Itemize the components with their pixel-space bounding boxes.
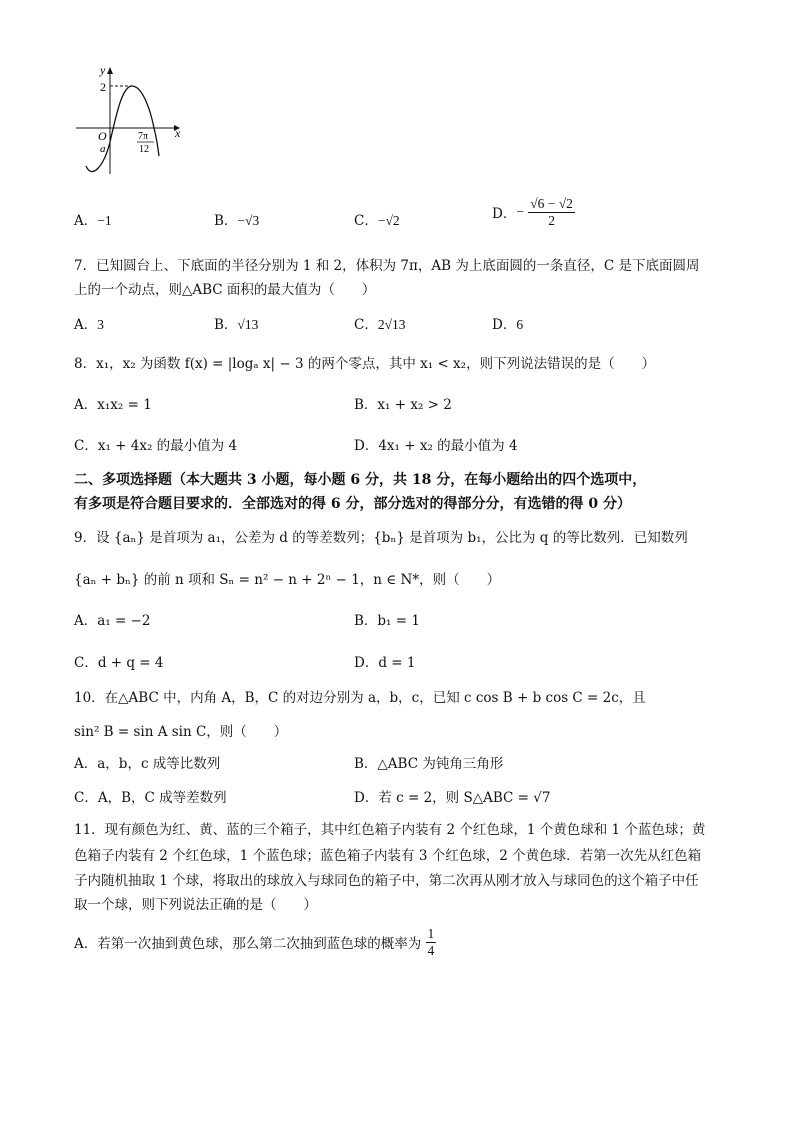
option-text: A．若第一次抽到黄色球，那么第二次抽到蓝色球的概率为 <box>74 936 422 953</box>
q11-line-3: 子内随机抽取 1 个球，将取出的球放入与球同色的箱子中，第二次再从刚才放入与球同色的这个箱子中任 <box>74 873 699 889</box>
q8-option-b[interactable]: B．x₁ + x₂ > 2 <box>354 397 452 413</box>
q6-option-d[interactable]: D．− $\frac{√6 - √2}{2}$ <box>492 196 573 228</box>
q8-option-a[interactable]: A．x₁x₂ = 1 <box>74 397 152 413</box>
option-value: √13 <box>237 317 259 332</box>
q9-option-d[interactable]: D．d = 1 <box>354 655 416 671</box>
q11-option-a[interactable] <box>74 926 436 958</box>
x-axis-label: x <box>175 126 181 140</box>
origin-label: O <box>98 129 107 143</box>
x-tick-numerator: 7π <box>138 131 149 142</box>
q11-line-4: 取一个球，则下列说法正确的是（ ） <box>74 897 317 913</box>
q7-option-b[interactable] <box>214 313 258 333</box>
q11-line-2: 色箱子内装有 2 个红色球，1 个蓝色球；蓝色箱子内装有 3 个红色球，2 个黄色球．若第一次先从红色箱 <box>74 848 702 864</box>
option-value: −1 <box>97 213 112 228</box>
q7-option-d[interactable] <box>492 313 523 333</box>
option-value: 2√13 <box>377 317 406 332</box>
option-fraction <box>528 196 575 228</box>
q11-line-1: 11．现有颜色为红、黄、蓝的三个箱子，其中红色箱子内装有 2 个红色球，1 个黄色球和 1 个蓝色球；黄 <box>74 822 706 838</box>
fraction-denominator: 2 <box>548 212 555 228</box>
q7-option-a[interactable] <box>74 313 104 333</box>
option-letter: B． <box>214 317 238 333</box>
q10-option-a[interactable]: A．a，b，c 成等比数列 <box>74 756 221 772</box>
option-letter: C． <box>354 213 378 229</box>
y-tick-label: 2 <box>100 80 106 94</box>
q10-line-1: 10．在△ABC 中，内角 A，B，C 的对边分别为 a，b，c，已知 c cos B + b cos C = 2c，且 <box>74 690 646 706</box>
fraction-numerator: √6 − √2 <box>530 196 573 211</box>
q9-option-b[interactable]: B．b₁ = 1 <box>354 613 420 629</box>
q8-option-d[interactable]: D．4x₁ + x₂ 的最小值为 4 <box>354 438 518 454</box>
q6-option-b[interactable] <box>214 209 259 229</box>
sine-graph <box>74 62 184 180</box>
option-letter: D． <box>492 317 517 333</box>
option-letter: A． <box>74 317 98 333</box>
q8-stem: 8．x₁，x₂ 为函数 f(x) = |logₐ x| − 3 的两个零点，其中 x₁ < x₂，则下列说法错误的是（ ） <box>74 356 656 372</box>
q9-line-2: {aₙ + bₙ} 的前 n 项和 Sₙ = n² − n + 2ⁿ − 1，n ∈ N*，则（ ） <box>74 572 501 588</box>
y-axis-label: y <box>100 63 106 77</box>
sine-curve <box>86 86 159 172</box>
q10-line-2: sin² B = sin A sin C，则（ ） <box>74 724 288 740</box>
section-heading-line-1: 二、多项选择题（本大题共 3 小题，每小题 6 分，共 18 分，在每小题给出的四个选项中， <box>74 472 647 488</box>
option-letter: A． <box>74 213 98 229</box>
q10-option-c[interactable]: C．A，B，C 成等差数列 <box>74 790 227 806</box>
option-value: 3 <box>97 317 104 332</box>
option-letter: B． <box>214 213 238 229</box>
option-fraction <box>426 926 437 958</box>
option-letter: D． <box>492 206 517 223</box>
q7-line-1: 7．已知圆台上、下底面的半径分别为 1 和 2，体积为 7π，AB 为上底面圆的一条直径，C 是下底面圆周 <box>74 258 700 274</box>
q10-option-b[interactable]: B．△ABC 为钝角三角形 <box>354 756 504 772</box>
q10-option-d[interactable]: D．若 c = 2，则 S△ABC = √7 <box>354 790 551 806</box>
q8-option-c[interactable]: C．x₁ + 4x₂ 的最小值为 4 <box>74 438 238 454</box>
q9-line-1: 9．设 {aₙ} 是首项为 a₁，公差为 d 的等差数列；{bₙ} 是首项为 b₁，公比为 q 的等比数列．已知数列 <box>74 530 688 546</box>
section-heading-line-2: 有多项是符合题目要求的．全部选对的得 6 分，部分选对的得部分分，有选错的得 0 分） <box>74 496 631 512</box>
q6-option-a[interactable] <box>74 209 112 229</box>
q6-option-c[interactable] <box>354 209 400 229</box>
q7-line-2: 上的一个动点，则△ABC 面积的最大值为（ ） <box>74 282 376 298</box>
fraction-numerator: 1 <box>427 926 435 941</box>
q7-option-c[interactable] <box>354 313 406 333</box>
option-value: −√2 <box>377 213 400 228</box>
alpha-label: a <box>100 143 106 155</box>
option-value: 6 <box>516 317 524 332</box>
y-axis-arrow <box>107 67 113 74</box>
option-value: −√3 <box>237 213 260 228</box>
q9-option-c[interactable]: C．d + q = 4 <box>74 655 164 671</box>
x-tick-denominator: 12 <box>139 144 149 155</box>
fraction-denominator: 4 <box>427 942 435 958</box>
q9-option-a[interactable]: A．a₁ = −2 <box>74 613 151 629</box>
option-letter: C． <box>354 317 378 333</box>
